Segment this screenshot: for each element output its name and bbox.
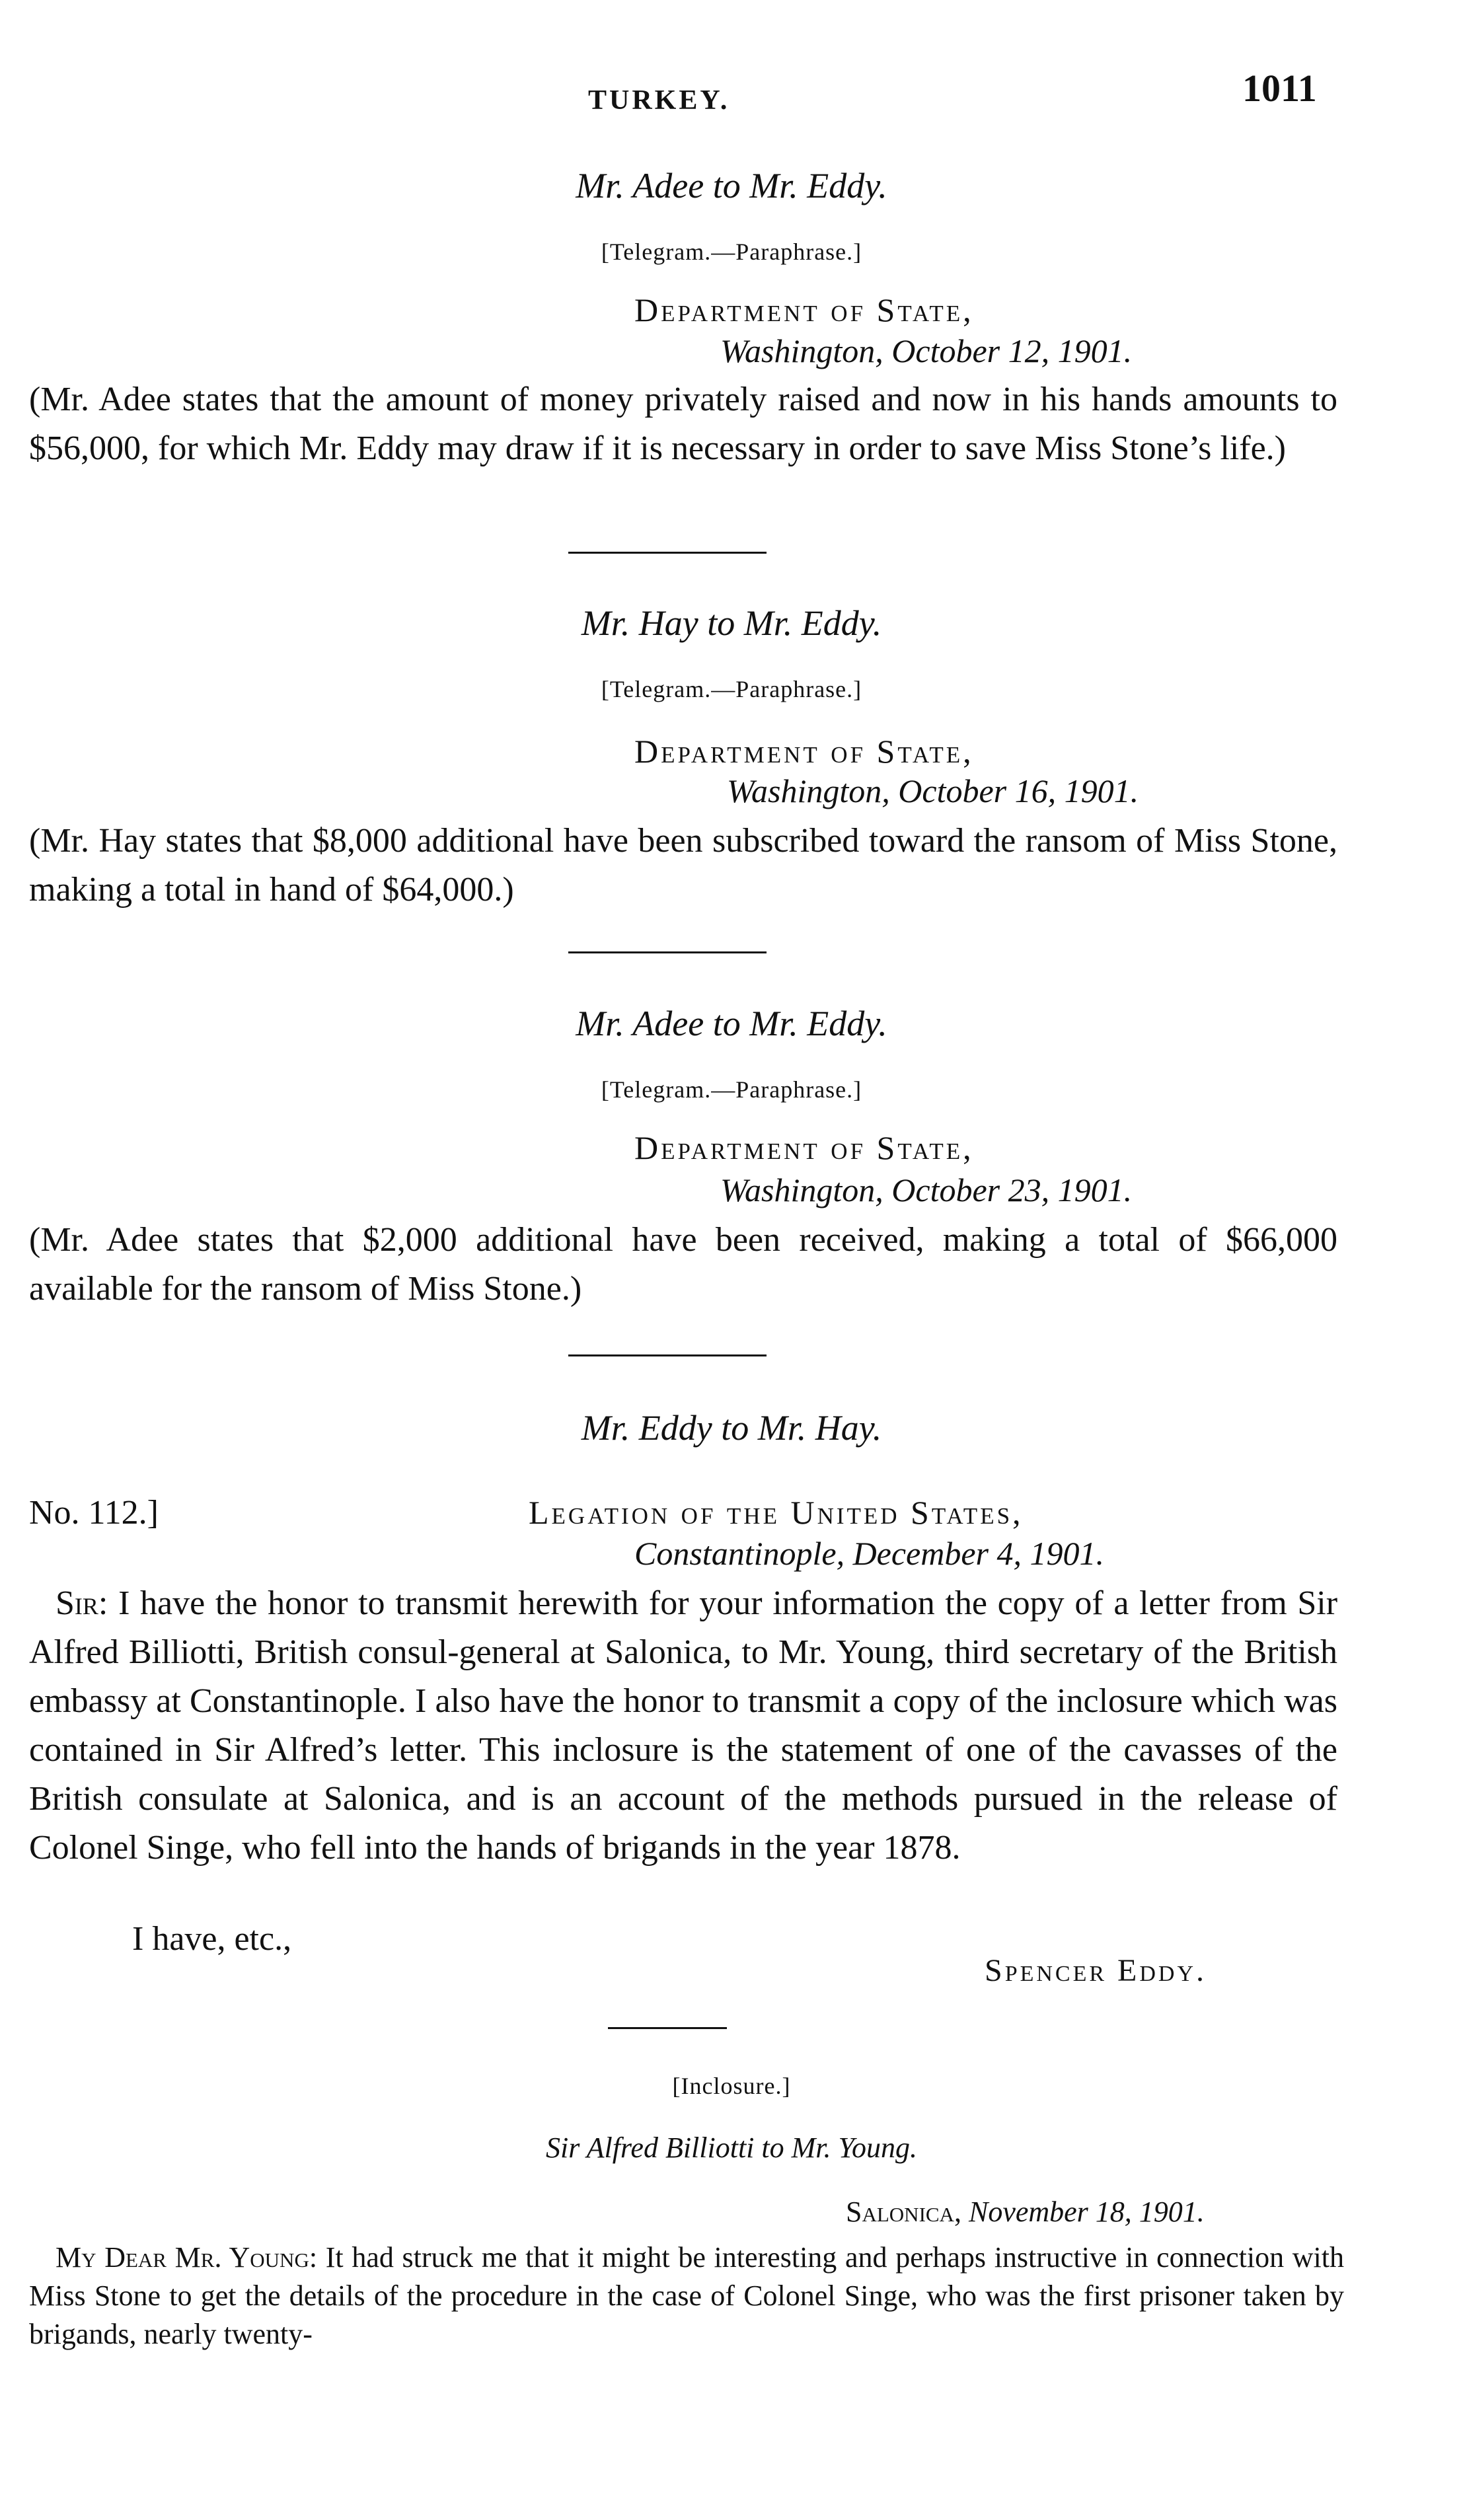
salutation: Sir: — [56, 1584, 108, 1622]
section-divider — [568, 552, 767, 554]
despatch-number: No. 112.] — [29, 1494, 159, 1532]
sender-legation: Legation of the United States, — [529, 1494, 1024, 1531]
letter-body — [29, 1579, 1337, 1872]
letter-heading: Mr. Eddy to Mr. Hay. — [581, 1408, 882, 1448]
letter-body: (Mr. Adee states that the amount of money privately raised and now in his hands amounts to $56,000, for which Mr. Eddy may draw if it is necessary in order to save Miss Stone’s life.) — [29, 381, 1337, 467]
page-number: 1011 — [1242, 67, 1317, 110]
letter-body: (Mr. Hay states that $8,000 additional have been subscribed toward the ransom of Miss Stone, making a total in hand of $64,000.) — [29, 822, 1337, 908]
inclosure-body — [29, 2239, 1344, 2353]
section-divider — [608, 2027, 727, 2029]
letter-heading: Mr. Hay to Mr. Eddy. — [581, 603, 882, 643]
inclosure-place: Salonica, — [846, 2196, 961, 2228]
inclosure-place-date — [846, 2195, 1205, 2229]
letter-body-text: I have the honor to transmit herewith for your information the copy of a letter from Sir Alfred Billiotti, British consul-general at Salonica, to Mr. Young, third secretary of the British embassy at Constantinople. I also have the honor to transmit a copy of the inclosure which was contained in Sir Alfred’s letter. This inclosure is the statement of one of the cavasses of the British consulate at Salonica, and is an account of the methods pursued in the release of Colonel Singe, who fell into the hands of brigands in the year 1878. — [29, 1584, 1338, 1867]
running-title: TURKEY. — [588, 85, 730, 116]
place-date: Washington, October 16, 1901. — [727, 772, 1139, 809]
place-date: Constantinople, December 4, 1901. — [634, 1535, 1105, 1572]
inclosure-salutation: My Dear Mr. Young: — [56, 2241, 318, 2274]
signature: Spencer Eddy. — [985, 1953, 1207, 1988]
telegram-note: [Telegram.—Paraphrase.] — [601, 239, 862, 265]
place-date: Washington, October 23, 1901. — [720, 1171, 1133, 1208]
letter-heading: Mr. Adee to Mr. Eddy. — [576, 166, 887, 205]
telegram-note: [Telegram.—Paraphrase.] — [601, 1076, 862, 1103]
telegram-note: [Telegram.—Paraphrase.] — [601, 676, 862, 702]
sender-department: Department of State, — [634, 1129, 974, 1166]
inclosure-body-text: It had struck me that it might be interesting and perhaps instructive in connection with Miss Stone to get the details of the procedure in the case of Colonel Singe, who was the first prisoner taken by brigands, nearly twenty- — [29, 2241, 1344, 2350]
sender-department: Department of State, — [634, 733, 974, 770]
section-divider — [568, 951, 767, 953]
letter-body: (Mr. Adee states that $2,000 additional have been received, making a total of $66,000 available for the ransom of Miss Stone.) — [29, 1221, 1337, 1308]
inclosure-date: November 18, 1901. — [968, 2196, 1205, 2228]
place-date: Washington, October 12, 1901. — [720, 332, 1133, 369]
closing: I have, etc., — [132, 1920, 292, 1958]
section-divider — [568, 1354, 767, 1356]
inclosure-heading: Sir Alfred Billiotti to Mr. Young. — [546, 2131, 917, 2164]
letter-heading: Mr. Adee to Mr. Eddy. — [576, 1004, 887, 1043]
inclosure-label: [Inclosure.] — [672, 2073, 791, 2099]
sender-department: Department of State, — [634, 291, 974, 328]
